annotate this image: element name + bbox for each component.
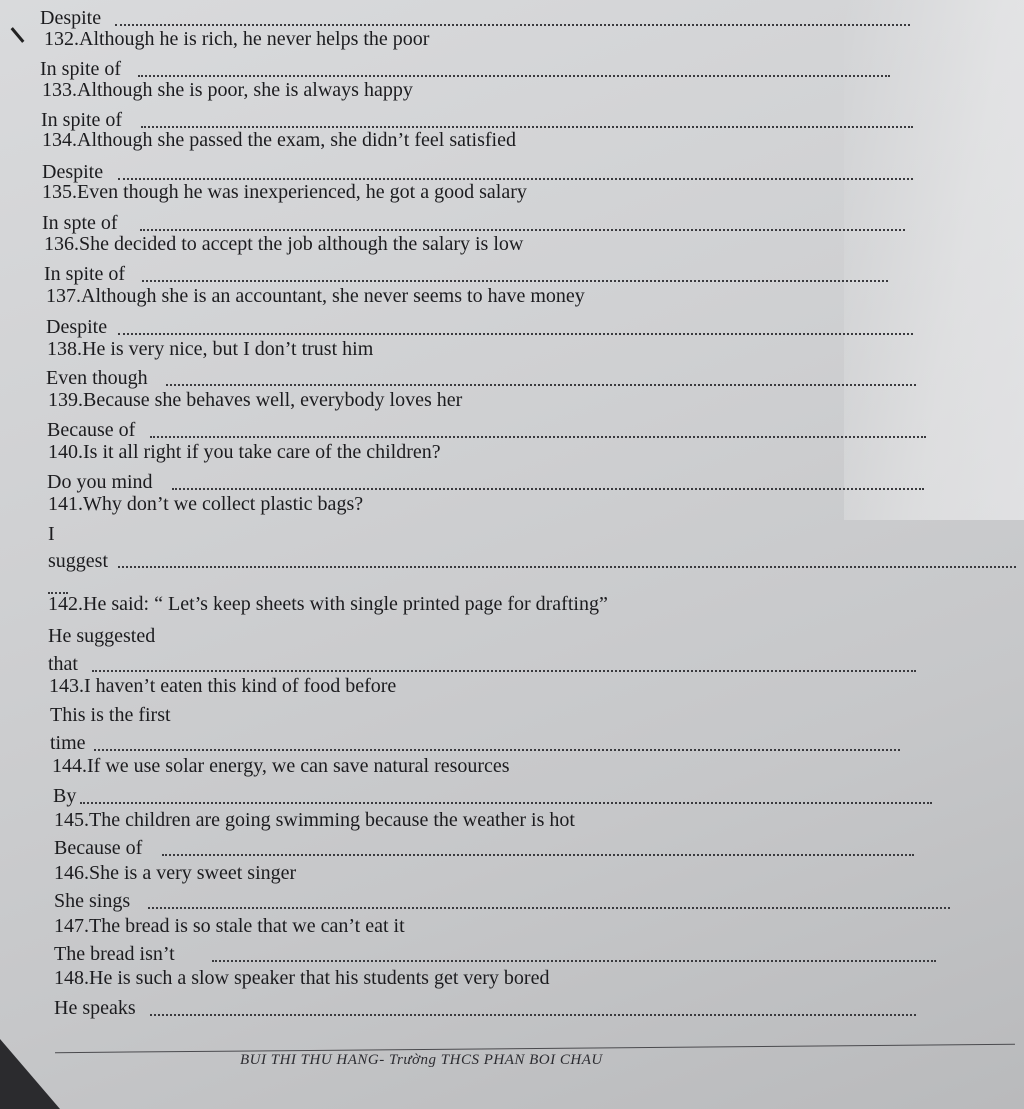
answer-prefix: Despite xyxy=(40,7,102,29)
exercise-prompt: 147.The bread is so stale that we can’t eat it xyxy=(54,915,405,937)
answer-prefix: Because of xyxy=(54,837,143,859)
answer-prefix: suggest xyxy=(48,550,108,572)
answer-line[interactable] xyxy=(92,670,916,672)
answer-line[interactable] xyxy=(212,960,936,962)
answer-prefix: The bread isn’t xyxy=(54,943,175,965)
paper-fold-highlight xyxy=(844,0,1024,520)
answer-prefix: Even though xyxy=(46,367,148,389)
exercise-prompt: 143.I haven’t eaten this kind of food before xyxy=(49,675,397,697)
answer-line[interactable] xyxy=(118,333,913,335)
answer-prefix-line1: This is the first xyxy=(50,704,171,726)
answer-prefix: that xyxy=(48,653,78,675)
answer-prefix: In spite of xyxy=(40,58,122,80)
exercise-prompt: 141.Why don’t we collect plastic bags? xyxy=(48,493,364,515)
answer-prefix-line1: I xyxy=(48,523,55,545)
page-footer: BUI THI THU HANG- Trường THCS PHAN BOI CHAU xyxy=(240,1052,603,1068)
exercise-prompt: 148.He is such a slow speaker that his students get very bored xyxy=(54,967,550,989)
exercise-prompt: 142.He said: “ Let’s keep sheets with single printed page for drafting” xyxy=(48,593,608,615)
exercise-prompt: 139.Because she behaves well, everybody loves her xyxy=(48,389,463,411)
answer-line[interactable] xyxy=(162,854,914,856)
exercise-prompt: 132.Although he is rich, he never helps the poor xyxy=(44,28,430,50)
answer-prefix: Despite xyxy=(42,161,104,183)
answer-prefix: In spite of xyxy=(44,263,126,285)
answer-line[interactable] xyxy=(115,24,910,26)
answer-line[interactable] xyxy=(166,384,916,386)
exercise-prompt: 137.Although she is an accountant, she never seems to have money xyxy=(46,285,585,307)
answer-line[interactable] xyxy=(80,802,932,804)
answer-line[interactable] xyxy=(142,280,888,282)
exercise-prompt: 144.If we use solar energy, we can save natural resources xyxy=(52,755,510,777)
exercise-prompt: 134.Although she passed the exam, she didn’t feel satisfied xyxy=(42,129,516,151)
answer-line[interactable] xyxy=(94,749,900,751)
exercise-prompt: 136.She decided to accept the job although the salary is low xyxy=(44,233,524,255)
photo-shadow-corner xyxy=(0,1039,60,1109)
answer-prefix: She sings xyxy=(54,890,131,912)
answer-line[interactable] xyxy=(118,566,1016,568)
exercise-prompt: 133.Although she is poor, she is always happy xyxy=(42,79,413,101)
pen-mark xyxy=(11,27,25,43)
exercise-prompt: 145.The children are going swimming because the weather is hot xyxy=(54,809,575,831)
answer-line[interactable] xyxy=(138,75,890,77)
answer-prefix: By xyxy=(53,785,77,807)
answer-prefix: Do you mind xyxy=(47,471,153,493)
answer-line[interactable] xyxy=(140,229,905,231)
answer-prefix: Despite xyxy=(46,316,108,338)
answer-line[interactable] xyxy=(148,907,950,909)
answer-prefix-line1: He suggested xyxy=(48,625,156,647)
answer-prefix: Because of xyxy=(47,419,136,441)
answer-prefix: In spte of xyxy=(42,212,118,234)
exercise-prompt: 146.She is a very sweet singer xyxy=(54,862,297,884)
answer-prefix: In spite of xyxy=(41,109,123,131)
answer-line[interactable] xyxy=(150,1014,916,1016)
exercise-prompt: 140.Is it all right if you take care of the children? xyxy=(48,441,441,463)
exercise-prompt: 135.Even though he was inexperienced, he got a good salary xyxy=(42,181,527,203)
answer-prefix: time xyxy=(50,732,86,754)
answer-line[interactable] xyxy=(150,436,926,438)
answer-line[interactable] xyxy=(172,488,924,490)
exercise-prompt: 138.He is very nice, but I don’t trust him xyxy=(47,338,374,360)
answer-prefix: He speaks xyxy=(54,997,136,1019)
